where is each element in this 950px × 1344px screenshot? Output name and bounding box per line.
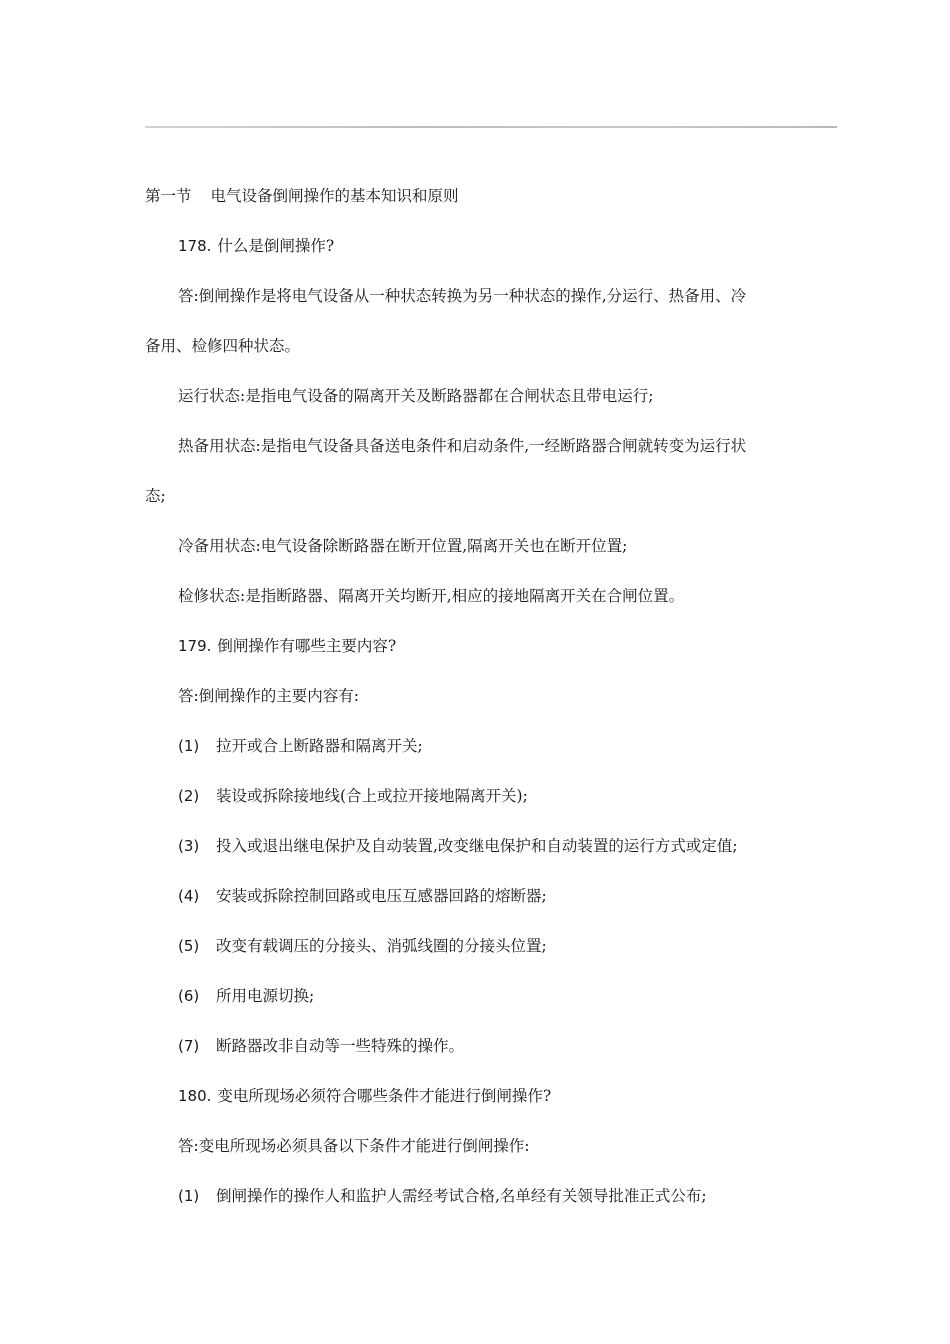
item-text: 倒闸操作的操作人和监护人需经考试合格,名单经有关领导批准正式公布; [216,1187,707,1205]
question-text: 倒闸操作有哪些主要内容? [217,637,397,655]
hot-standby-line2: 态; [145,487,166,505]
item-number: (2) [178,787,200,805]
item-text: 拉开或合上断路器和隔离开关; [216,737,423,755]
item-text: 所用电源切换; [216,987,315,1005]
maintenance-state: 检修状态:是指断路器、隔离开关均断开,相应的接地隔离开关在合闸位置。 [178,587,685,605]
list-item [178,936,547,956]
item-number: (5) [178,937,200,955]
answer-180: 答:变电所现场必须具备以下条件才能进行倒闸操作: [178,1137,530,1155]
question-number: 179. [178,637,212,655]
list-item [178,1186,707,1206]
item-text: 断路器改非自动等一些特殊的操作。 [216,1037,465,1055]
item-number: (1) [178,737,200,755]
running-state: 运行状态:是指电气设备的隔离开关及断路器都在合闸状态且带电运行; [178,387,654,405]
cold-standby-state: 冷备用状态:电气设备除断路器在断开位置,隔离开关也在断开位置; [178,537,628,555]
list-item [178,886,547,906]
answer-178-line1: 答:倒闸操作是将电气设备从一种状态转换为另一种状态的操作,分运行、热备用、冷 [178,287,747,305]
hot-standby-line1: 热备用状态:是指电气设备具备送电条件和启动条件,一经断路器合闸就转变为运行状 [178,437,747,455]
question-178 [178,236,334,256]
question-179 [178,636,396,656]
question-number: 180. [178,1087,212,1105]
item-text: 改变有载调压的分接头、消弧线圈的分接头位置; [216,937,547,955]
list-item [178,736,423,756]
answer-179: 答:倒闸操作的主要内容有: [178,687,359,705]
section-title: 电气设备倒闸操作的基本知识和原则 [210,187,459,205]
list-item [178,836,738,856]
item-number: (6) [178,987,200,1005]
item-text: 安装或拆除控制回路或电压互感器回路的熔断器; [216,887,547,905]
header-rule [145,126,837,128]
answer-178-line2: 备用、检修四种状态。 [145,337,301,355]
item-number: (7) [178,1037,200,1055]
question-180 [178,1086,551,1106]
section-number: 第一节 [145,187,192,205]
question-text: 变电所现场必须符合哪些条件才能进行倒闸操作? [217,1087,552,1105]
question-text: 什么是倒闸操作? [217,237,335,255]
list-item [178,1036,464,1056]
item-text: 装设或拆除接地线(合上或拉开接地隔离开关); [216,787,528,805]
list-item [178,986,314,1006]
item-number: (3) [178,837,200,855]
item-text: 投入或退出继电保护及自动装置,改变继电保护和自动装置的运行方式或定值; [216,837,738,855]
question-number: 178. [178,237,212,255]
item-number: (4) [178,887,200,905]
item-number: (1) [178,1187,200,1205]
section-heading [145,186,459,206]
list-item [178,786,528,806]
